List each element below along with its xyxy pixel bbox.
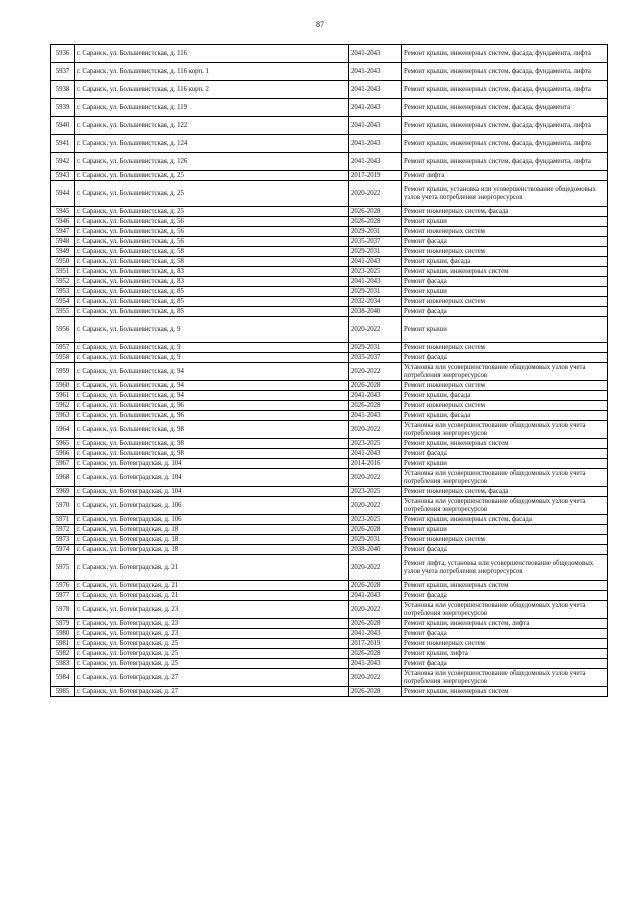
row-number-cell: 5963 xyxy=(51,411,75,421)
work-type-cell: Ремонт крыши xyxy=(402,317,608,343)
address-cell: г. Саранск, ул. Ботевградская, д. 18 xyxy=(75,545,349,555)
address-cell: г. Саранск, ул. Большевистская, д. 25 xyxy=(75,171,349,181)
address-cell: г. Саранск, ул. Большевистская, д. 9 xyxy=(75,353,349,363)
row-number-cell: 5946 xyxy=(51,217,75,227)
work-type-cell: Ремонт фасада xyxy=(402,659,608,669)
address-cell: г. Саранск, ул. Большевистская, д. 94 xyxy=(75,381,349,391)
work-type-cell: Ремонт инженерных систем xyxy=(402,401,608,411)
period-cell: 2041-2043 xyxy=(349,629,402,639)
table-row xyxy=(51,535,608,545)
work-type-cell: Ремонт крыши, инженерных систем, фасада, фундамента, лифта xyxy=(402,45,608,63)
period-cell: 2035-2037 xyxy=(349,353,402,363)
table-row xyxy=(51,411,608,421)
work-type-cell: Ремонт крыши, инженерных систем, фасада, фундамента, лифта xyxy=(402,117,608,135)
period-cell: 2026-2028 xyxy=(349,581,402,591)
row-number-cell: 5983 xyxy=(51,659,75,669)
row-number-cell: 5954 xyxy=(51,297,75,307)
row-number-cell: 5953 xyxy=(51,287,75,297)
table-row xyxy=(51,639,608,649)
work-type-cell: Ремонт крыши, фасада xyxy=(402,411,608,421)
period-cell: 2041-2043 xyxy=(349,449,402,459)
work-type-cell: Ремонт крыши, инженерных систем, фасада, фундамента, лифта xyxy=(402,63,608,81)
work-type-cell: Ремонт фасада xyxy=(402,449,608,459)
address-cell: г. Саранск, ул. Большевистская, д. 116 корп. 1 xyxy=(75,63,349,81)
period-cell: 2029-2031 xyxy=(349,535,402,545)
address-cell: г. Саранск, ул. Большевистская, д. 56 xyxy=(75,217,349,227)
row-number-cell: 5942 xyxy=(51,153,75,171)
row-number-cell: 5936 xyxy=(51,45,75,63)
table-row xyxy=(51,649,608,659)
period-cell: 2020-2022 xyxy=(349,601,402,619)
work-type-cell: Ремонт крыши, инженерных систем xyxy=(402,581,608,591)
row-number-cell: 5958 xyxy=(51,353,75,363)
period-cell: 2020-2022 xyxy=(349,317,402,343)
row-number-cell: 5964 xyxy=(51,421,75,439)
work-type-cell: Ремонт фасада xyxy=(402,237,608,247)
row-number-cell: 5985 xyxy=(51,687,75,697)
address-cell: г. Саранск, ул. Большевистская, д. 85 xyxy=(75,297,349,307)
work-type-cell: Установка или усовершенствование общедомовых узлов учета потребления энергоресурсов xyxy=(402,421,608,439)
address-cell: г. Саранск, ул. Ботевградская, д. 18 xyxy=(75,525,349,535)
work-type-cell: Ремонт инженерных систем, фасада xyxy=(402,207,608,217)
row-number-cell: 5947 xyxy=(51,227,75,237)
row-number-cell: 5965 xyxy=(51,439,75,449)
period-cell: 2041-2043 xyxy=(349,277,402,287)
table-row xyxy=(51,669,608,687)
table-row xyxy=(51,247,608,257)
address-cell: г. Саранск, ул. Ботевградская, д. 104 xyxy=(75,469,349,487)
address-cell: г. Саранск, ул. Ботевградская, д. 104 xyxy=(75,459,349,469)
period-cell: 2020-2022 xyxy=(349,669,402,687)
period-cell: 2035-2037 xyxy=(349,237,402,247)
period-cell: 2026-2028 xyxy=(349,687,402,697)
row-number-cell: 5940 xyxy=(51,117,75,135)
period-cell: 2023-2025 xyxy=(349,439,402,449)
table-row xyxy=(51,135,608,153)
work-type-cell: Ремонт крыши, инженерных систем xyxy=(402,687,608,697)
row-number-cell: 5982 xyxy=(51,649,75,659)
table-row xyxy=(51,353,608,363)
row-number-cell: 5948 xyxy=(51,237,75,247)
address-cell: г. Саранск, ул. Большевистская, д. 85 xyxy=(75,307,349,317)
address-cell: г. Саранск, ул. Большевистская, д. 25 xyxy=(75,207,349,217)
work-type-cell: Ремонт инженерных систем xyxy=(402,297,608,307)
work-type-cell: Ремонт крыши, инженерных систем xyxy=(402,267,608,277)
address-cell: г. Саранск, ул. Ботевградская, д. 21 xyxy=(75,581,349,591)
row-number-cell: 5971 xyxy=(51,515,75,525)
table-row xyxy=(51,207,608,217)
row-number-cell: 5966 xyxy=(51,449,75,459)
row-number-cell: 5981 xyxy=(51,639,75,649)
period-cell: 2026-2028 xyxy=(349,401,402,411)
period-cell: 2026-2028 xyxy=(349,525,402,535)
row-number-cell: 5961 xyxy=(51,391,75,401)
period-cell: 2029-2031 xyxy=(349,343,402,353)
table-row xyxy=(51,45,608,63)
work-type-cell: Ремонт крыши, инженерных систем xyxy=(402,439,608,449)
address-cell: г. Саранск, ул. Ботевградская, д. 23 xyxy=(75,619,349,629)
repair-schedule-table xyxy=(50,44,608,697)
period-cell: 2041-2043 xyxy=(349,591,402,601)
work-type-cell: Установка или усовершенствование общедомовых узлов учета потребления энергоресурсов xyxy=(402,669,608,687)
row-number-cell: 5979 xyxy=(51,619,75,629)
work-type-cell: Ремонт фасада xyxy=(402,545,608,555)
address-cell: г. Саранск, ул. Ботевградская, д. 21 xyxy=(75,591,349,601)
row-number-cell: 5967 xyxy=(51,459,75,469)
period-cell: 2041-2043 xyxy=(349,257,402,267)
work-type-cell: Установка или усовершенствование общедомовых узлов учета потребления энергоресурсов xyxy=(402,363,608,381)
table-row xyxy=(51,525,608,535)
period-cell: 2026-2028 xyxy=(349,217,402,227)
row-number-cell: 5973 xyxy=(51,535,75,545)
work-type-cell: Ремонт крыши, инженерных систем, фасада, фундамента xyxy=(402,99,608,117)
table-row xyxy=(51,591,608,601)
address-cell: г. Саранск, ул. Большевистская, д. 119 xyxy=(75,99,349,117)
address-cell: г. Саранск, ул. Большевистская, д. 126 xyxy=(75,153,349,171)
period-cell: 2017-2019 xyxy=(349,639,402,649)
work-type-cell: Ремонт крыши, инженерных систем, лифта xyxy=(402,619,608,629)
address-cell: г. Саранск, ул. Ботевградская, д. 25 xyxy=(75,659,349,669)
work-type-cell: Ремонт крыши, инженерных систем, фасада, фундамента, лифта xyxy=(402,135,608,153)
work-type-cell: Ремонт крыши xyxy=(402,459,608,469)
table-row xyxy=(51,363,608,381)
period-cell: 2020-2022 xyxy=(349,181,402,207)
work-type-cell: Ремонт крыши, инженерных систем, фасада, фундамента, лифта xyxy=(402,81,608,99)
work-type-cell: Ремонт инженерных систем, фасада xyxy=(402,487,608,497)
row-number-cell: 5962 xyxy=(51,401,75,411)
address-cell: г. Саранск, ул. Ботевградская, д. 25 xyxy=(75,649,349,659)
address-cell: г. Саранск, ул. Ботевградская, д. 23 xyxy=(75,629,349,639)
row-number-cell: 5937 xyxy=(51,63,75,81)
address-cell: г. Саранск, ул. Ботевградская, д. 106 xyxy=(75,515,349,525)
period-cell: 2041-2043 xyxy=(349,391,402,401)
work-type-cell: Ремонт фасада xyxy=(402,353,608,363)
table-row xyxy=(51,181,608,207)
table-row xyxy=(51,99,608,117)
period-cell: 2041-2043 xyxy=(349,153,402,171)
table-row xyxy=(51,619,608,629)
period-cell: 2029-2031 xyxy=(349,287,402,297)
table-row xyxy=(51,469,608,487)
table-row xyxy=(51,497,608,515)
row-number-cell: 5976 xyxy=(51,581,75,591)
row-number-cell: 5969 xyxy=(51,487,75,497)
table-row xyxy=(51,297,608,307)
table-row xyxy=(51,317,608,343)
table-row xyxy=(51,81,608,99)
work-type-cell: Ремонт инженерных систем xyxy=(402,535,608,545)
table-row xyxy=(51,515,608,525)
period-cell: 2026-2028 xyxy=(349,619,402,629)
address-cell: г. Саранск, ул. Большевистская, д. 58 xyxy=(75,257,349,267)
row-number-cell: 5938 xyxy=(51,81,75,99)
period-cell: 2038-2040 xyxy=(349,307,402,317)
period-cell: 2041-2043 xyxy=(349,63,402,81)
period-cell: 2017-2019 xyxy=(349,171,402,181)
address-cell: г. Саранск, ул. Ботевградская, д. 27 xyxy=(75,669,349,687)
address-cell: г. Саранск, ул. Большевистская, д. 94 xyxy=(75,363,349,381)
row-number-cell: 5980 xyxy=(51,629,75,639)
row-number-cell: 5941 xyxy=(51,135,75,153)
period-cell: 2029-2031 xyxy=(349,247,402,257)
row-number-cell: 5950 xyxy=(51,257,75,267)
address-cell: г. Саранск, ул. Большевистская, д. 83 xyxy=(75,277,349,287)
work-type-cell: Ремонт крыши xyxy=(402,217,608,227)
row-number-cell: 5955 xyxy=(51,307,75,317)
row-number-cell: 5949 xyxy=(51,247,75,257)
row-number-cell: 5977 xyxy=(51,591,75,601)
work-type-cell: Установка или усовершенствование общедомовых узлов учета потребления энергоресурсов xyxy=(402,497,608,515)
period-cell: 2026-2028 xyxy=(349,381,402,391)
period-cell: 2041-2043 xyxy=(349,99,402,117)
table-row xyxy=(51,343,608,353)
work-type-cell: Ремонт лифта, установка или усовершенствование общедомовых узлов учета потребления энергоресурсов xyxy=(402,555,608,581)
table-row xyxy=(51,277,608,287)
address-cell: г. Саранск, ул. Большевистская, д. 98 xyxy=(75,421,349,439)
period-cell: 2023-2025 xyxy=(349,267,402,277)
period-cell: 2020-2022 xyxy=(349,469,402,487)
work-type-cell: Ремонт фасада xyxy=(402,307,608,317)
table-row xyxy=(51,555,608,581)
address-cell: г. Саранск, ул. Большевистская, д. 9 xyxy=(75,317,349,343)
work-type-cell: Ремонт инженерных систем xyxy=(402,247,608,257)
address-cell: г. Саранск, ул. Большевистская, д. 98 xyxy=(75,439,349,449)
row-number-cell: 5968 xyxy=(51,469,75,487)
table-row xyxy=(51,439,608,449)
address-cell: г. Саранск, ул. Большевистская, д. 56 xyxy=(75,227,349,237)
work-type-cell: Ремонт крыши, фасада xyxy=(402,257,608,267)
work-type-cell: Ремонт крыши, фасада xyxy=(402,391,608,401)
row-number-cell: 5956 xyxy=(51,317,75,343)
table-row xyxy=(51,217,608,227)
table-row xyxy=(51,659,608,669)
period-cell: 2026-2028 xyxy=(349,649,402,659)
row-number-cell: 5960 xyxy=(51,381,75,391)
period-cell: 2041-2043 xyxy=(349,45,402,63)
row-number-cell: 5943 xyxy=(51,171,75,181)
address-cell: г. Саранск, ул. Ботевградская, д. 18 xyxy=(75,535,349,545)
period-cell: 2038-2040 xyxy=(349,545,402,555)
table-row xyxy=(51,487,608,497)
period-cell: 2041-2043 xyxy=(349,117,402,135)
work-type-cell: Установка или усовершенствование общедомовых узлов учета потребления энергоресурсов xyxy=(402,601,608,619)
work-type-cell: Ремонт инженерных систем xyxy=(402,227,608,237)
row-number-cell: 5957 xyxy=(51,343,75,353)
table-row xyxy=(51,63,608,81)
table-row xyxy=(51,267,608,277)
table-row xyxy=(51,687,608,697)
table-row xyxy=(51,153,608,171)
row-number-cell: 5974 xyxy=(51,545,75,555)
period-cell: 2020-2022 xyxy=(349,421,402,439)
work-type-cell: Установка или усовершенствование общедомовых узлов учета потребления энергоресурсов xyxy=(402,469,608,487)
period-cell: 2020-2022 xyxy=(349,497,402,515)
work-type-cell: Ремонт крыши xyxy=(402,287,608,297)
row-number-cell: 5945 xyxy=(51,207,75,217)
table-row xyxy=(51,581,608,591)
address-cell: г. Саранск, ул. Ботевградская, д. 27 xyxy=(75,687,349,697)
row-number-cell: 5939 xyxy=(51,99,75,117)
address-cell: г. Саранск, ул. Ботевградская, д. 23 xyxy=(75,601,349,619)
period-cell: 2029-2031 xyxy=(349,227,402,237)
period-cell: 2041-2043 xyxy=(349,411,402,421)
work-type-cell: Ремонт крыши xyxy=(402,525,608,535)
period-cell: 2014-2016 xyxy=(349,459,402,469)
row-number-cell: 5944 xyxy=(51,181,75,207)
row-number-cell: 5970 xyxy=(51,497,75,515)
period-cell: 2020-2022 xyxy=(349,363,402,381)
address-cell: г. Саранск, ул. Большевистская, д. 25 xyxy=(75,181,349,207)
address-cell: г. Саранск, ул. Большевистская, д. 98 xyxy=(75,449,349,459)
work-type-cell: Ремонт фасада xyxy=(402,629,608,639)
table-row xyxy=(51,171,608,181)
work-type-cell: Ремонт инженерных систем xyxy=(402,343,608,353)
table-row xyxy=(51,257,608,267)
table-row xyxy=(51,117,608,135)
period-cell: 2041-2043 xyxy=(349,81,402,99)
address-cell: г. Саранск, ул. Ботевградская, д. 21 xyxy=(75,555,349,581)
address-cell: г. Саранск, ул. Большевистская, д. 122 xyxy=(75,117,349,135)
page-number: 87 xyxy=(316,20,324,29)
work-type-cell: Ремонт крыши, инженерных систем, фасада, фундамента, лифта xyxy=(402,153,608,171)
address-cell: г. Саранск, ул. Ботевградская, д. 25 xyxy=(75,639,349,649)
table-row xyxy=(51,381,608,391)
address-cell: г. Саранск, ул. Большевистская, д. 56 xyxy=(75,237,349,247)
work-type-cell: Ремонт крыши, лифта xyxy=(402,649,608,659)
period-cell: 2026-2028 xyxy=(349,207,402,217)
table-row xyxy=(51,227,608,237)
period-cell: 2020-2022 xyxy=(349,555,402,581)
address-cell: г. Саранск, ул. Большевистская, д. 116 xyxy=(75,45,349,63)
row-number-cell: 5951 xyxy=(51,267,75,277)
table-row xyxy=(51,307,608,317)
table-row xyxy=(51,449,608,459)
table-row xyxy=(51,459,608,469)
address-cell: г. Саранск, ул. Большевистская, д. 9 xyxy=(75,343,349,353)
work-type-cell: Ремонт крыши, установка или усовершенствование общедомовых узлов учета потребления энергоресурсов xyxy=(402,181,608,207)
row-number-cell: 5952 xyxy=(51,277,75,287)
work-type-cell: Ремонт лифта xyxy=(402,171,608,181)
work-type-cell: Ремонт фасада xyxy=(402,591,608,601)
row-number-cell: 5984 xyxy=(51,669,75,687)
period-cell: 2032-2034 xyxy=(349,297,402,307)
address-cell: г. Саранск, ул. Ботевградская, д. 104 xyxy=(75,487,349,497)
address-cell: г. Саранск, ул. Большевистская, д. 124 xyxy=(75,135,349,153)
period-cell: 2023-2025 xyxy=(349,487,402,497)
row-number-cell: 5978 xyxy=(51,601,75,619)
row-number-cell: 5972 xyxy=(51,525,75,535)
address-cell: г. Саранск, ул. Большевистская, д. 96 xyxy=(75,411,349,421)
row-number-cell: 5975 xyxy=(51,555,75,581)
table-row xyxy=(51,287,608,297)
table-row xyxy=(51,421,608,439)
work-type-cell: Ремонт крыши, инженерных систем, фасада xyxy=(402,515,608,525)
address-cell: г. Саранск, ул. Большевистская, д. 116 корп. 2 xyxy=(75,81,349,99)
work-type-cell: Ремонт фасада xyxy=(402,277,608,287)
period-cell: 2041-2043 xyxy=(349,659,402,669)
period-cell: 2023-2025 xyxy=(349,515,402,525)
address-cell: г. Саранск, ул. Большевистская, д. 96 xyxy=(75,401,349,411)
address-cell: г. Саранск, ул. Большевистская, д. 83 xyxy=(75,267,349,277)
address-cell: г. Саранск, ул. Большевистская, д. 58 xyxy=(75,247,349,257)
work-type-cell: Ремонт инженерных систем xyxy=(402,639,608,649)
row-number-cell: 5959 xyxy=(51,363,75,381)
table-row xyxy=(51,237,608,247)
table-row xyxy=(51,545,608,555)
address-cell: г. Саранск, ул. Большевистская, д. 94 xyxy=(75,391,349,401)
table-row xyxy=(51,401,608,411)
address-cell: г. Саранск, ул. Большевистская, д. 85 xyxy=(75,287,349,297)
table-row xyxy=(51,629,608,639)
address-cell: г. Саранск, ул. Ботевградская, д. 106 xyxy=(75,497,349,515)
table-row xyxy=(51,391,608,401)
table-row xyxy=(51,601,608,619)
period-cell: 2041-2043 xyxy=(349,135,402,153)
work-type-cell: Ремонт инженерных систем xyxy=(402,381,608,391)
